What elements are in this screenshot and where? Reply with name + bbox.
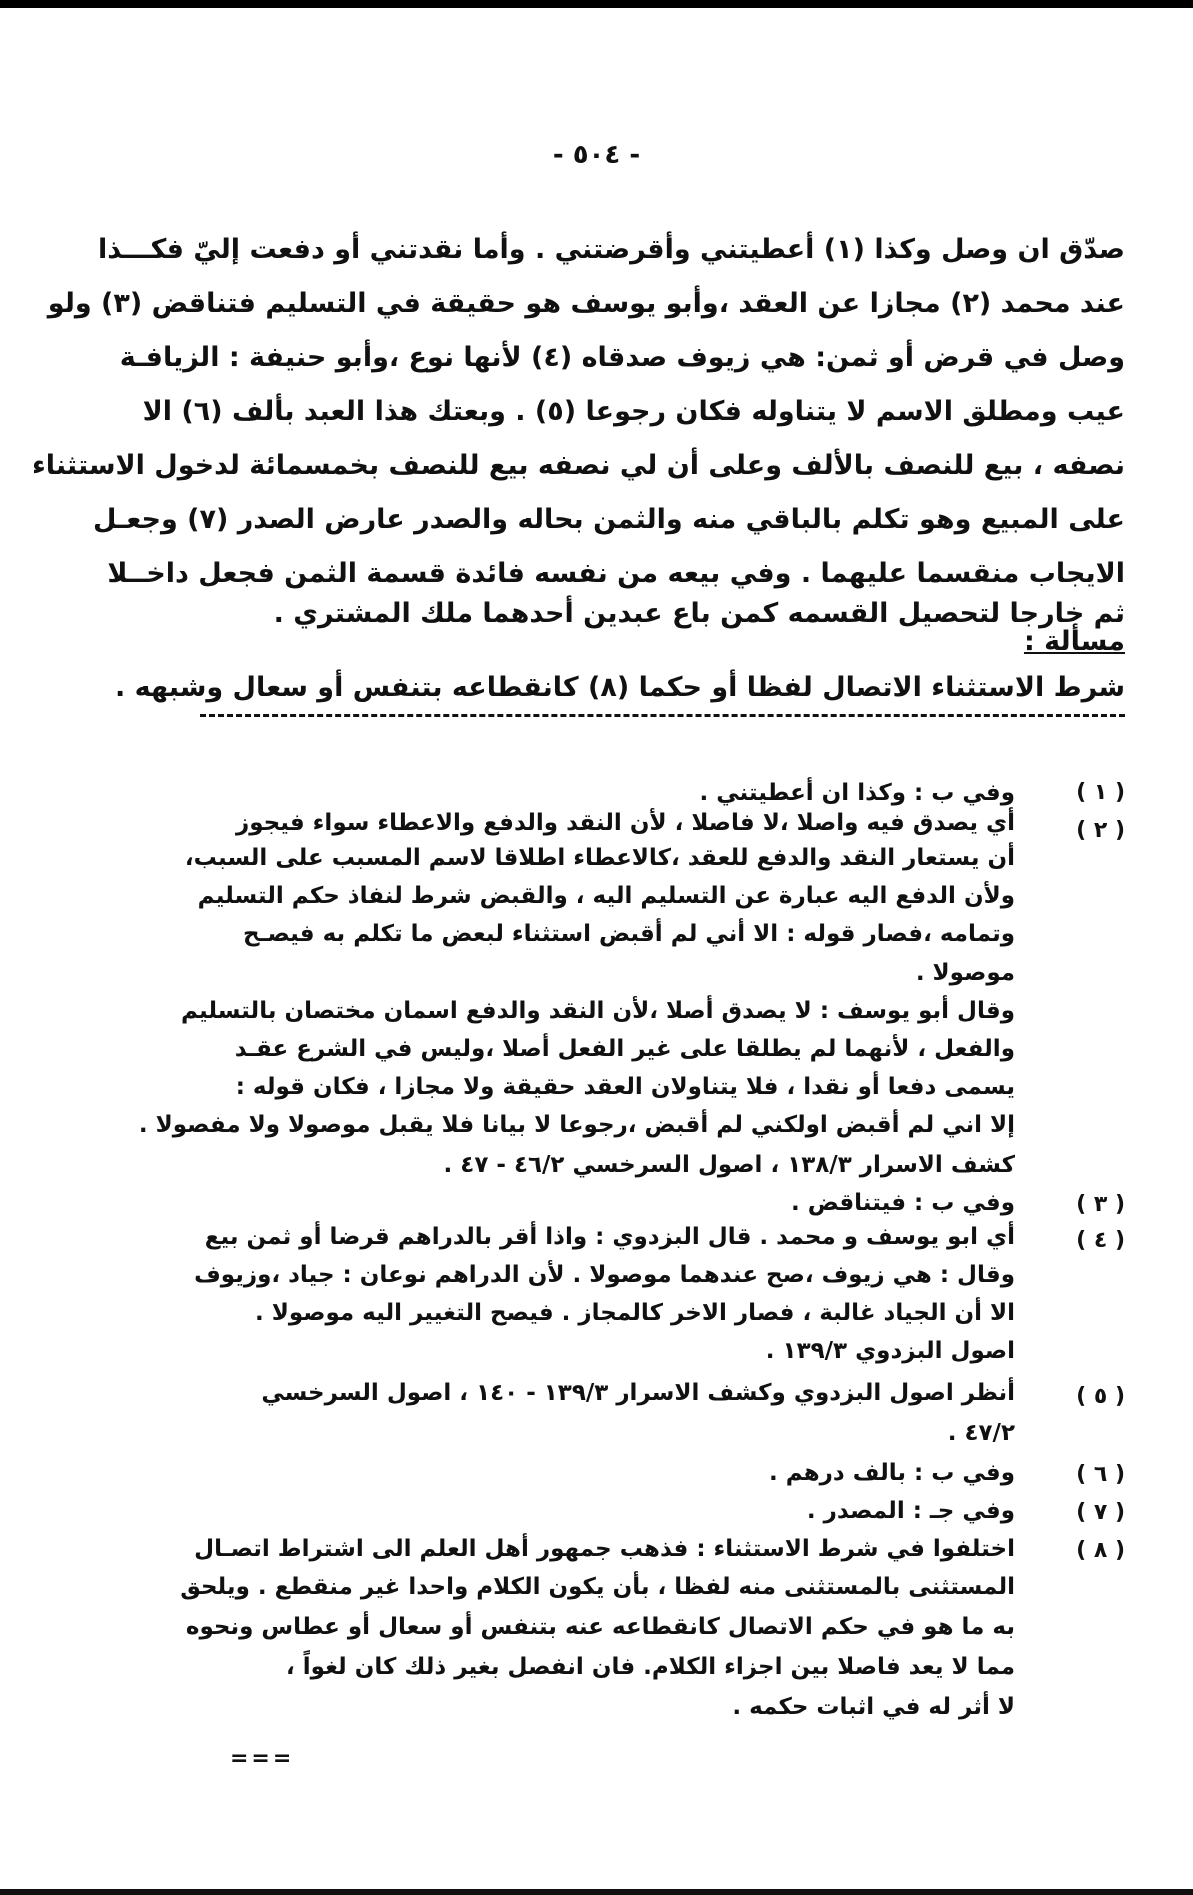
footnote-1-line-1: وفي ب : وكذا ان أعطيتني .: [699, 780, 1015, 806]
footnote-separator: [200, 714, 1125, 717]
footnote-5-line-2: ٤٧/٢ .: [947, 1420, 1015, 1446]
footnote-6-line-1: وفي ب : بالف درهم .: [768, 1460, 1015, 1486]
footnote-number-3: ( ٣ ): [1076, 1192, 1125, 1217]
end-mark: ===: [230, 1746, 295, 1771]
body-line-8: ثم خارجا لتحصيل القسمه كمن باع عبدين أحدهما ملك المشتري .: [273, 598, 1125, 629]
footnote-2-line-1: أي يصدق فيه واصلا ،لا فاصلا ، لأن النقد والدفع والاعطاء سواء فيجوز: [235, 810, 1015, 836]
page-number: - ٥٠٤ -: [552, 140, 641, 170]
footnote-8-line-1: اختلفوا في شرط الاستثناء : فذهب جمهور أهل العلم الى اشتراط اتصـال: [194, 1536, 1015, 1562]
footnote-4-line-4: اصول البزدوي ١٣٩/٣ .: [765, 1338, 1015, 1364]
body-line-6: على المبيع وهو تكلم بالباقي منه والثمن بحاله والصدر عارض الصدر (٧) وجعـل: [92, 504, 1125, 535]
footnote-number-5: ( ٥ ): [1076, 1384, 1125, 1409]
footnote-4-line-2: وقال : هي زيوف ،صح عندهما موصولا . لأن الدراهم نوعان : جياد ،وزيوف: [194, 1262, 1015, 1288]
footnote-8-line-3: به ما هو في حكم الاتصال كانقطاعه عنه بتنفس أو سعال أو عطاس ونحوه: [185, 1614, 1015, 1640]
body-line-3: وصل في قرض أو ثمن: هي زيوف صدقاه (٤) لأنها نوع ،وأبو حنيفة : الزيافـة: [119, 342, 1125, 373]
footnote-7-line-1: وفي جـ : المصدر .: [806, 1498, 1015, 1524]
rule-line: شرط الاستثناء الاتصال لفظا أو حكما (٨) كانقطاعه بتنفس أو سعال وشبهه .: [114, 672, 1125, 703]
footnote-2-line-9: إلا اني لم أقبض اولكني لم أقبض ،رجوعا لا بيانا فلا يقبل موصولا ولا مفصولا .: [138, 1112, 1015, 1138]
footnote-2-line-5: موصولا .: [915, 960, 1015, 986]
footnote-2-line-8: يسمى دفعا أو نقدا ، فلا يتناولان العقد حقيقة ولا مجازا ، فكان قوله :: [235, 1074, 1015, 1100]
section-heading: مسألة :: [1023, 626, 1125, 657]
top-border: [0, 0, 1193, 8]
footnote-number-8: ( ٨ ): [1076, 1538, 1125, 1563]
footnote-2-line-7: والفعل ، لأنهما لم يطلقا على غير الفعل أصلا ،وليس في الشرع عقـد: [234, 1036, 1015, 1062]
footnote-8-line-2: المستثنى بالمستثنى منه لفظا ، بأن يكون الكلام واحدا غير منقطع . ويلحق: [180, 1574, 1015, 1600]
footnote-2-line-2: أن يستعار النقد والدفع للعقد ،كالاعطاء اطلاقا لاسم المسبب على السبب،: [184, 845, 1015, 871]
body-line-2: عند محمد (٢) مجازا عن العقد ،وأبو يوسف هو حقيقة في التسليم فتناقض (٣) ولو: [47, 288, 1125, 319]
footnote-2-line-6: وقال أبو يوسف : لا يصدق أصلا ،لأن النقد والدفع اسمان مختصان بالتسليم: [180, 998, 1015, 1024]
footnote-number-4: ( ٤ ): [1076, 1228, 1125, 1253]
body-line-7: الايجاب منقسما عليهما . وفي بيعه من نفسه فائدة قسمة الثمن فجعل داخــلا: [107, 558, 1125, 589]
body-line-1: صدّق ان وصل وكذا (١) أعطيتني وأقرضتني . وأما نقدتني أو دفعت إليّ فكـــذا: [98, 234, 1125, 265]
footnote-5-line-1: أنظر اصول البزدوي وكشف الاسرار ١٣٩/٣ - ١٤٠ ، اصول السرخسي: [261, 1380, 1015, 1406]
footnote-number-1: ( ١ ): [1076, 780, 1125, 805]
footnote-2-line-10: كشف الاسرار ١٣٨/٣ ، اصول السرخسي ٤٦/٢ - ٤٧ .: [443, 1152, 1015, 1178]
footnote-number-6: ( ٦ ): [1076, 1462, 1125, 1487]
footnote-2-line-3: ولأن الدفع اليه عبارة عن التسليم اليه ، والقبض شرط لنفاذ حكم التسليم: [197, 883, 1015, 909]
footnote-8-line-4: مما لا يعد فاصلا بين اجزاء الكلام. فان انفصل بغير ذلك كان لغواً ،: [286, 1654, 1015, 1680]
body-line-4: عيب ومطلق الاسم لا يتناوله فكان رجوعا (٥) . وبعتك هذا العبد بألف (٦) الا: [142, 396, 1125, 427]
footnote-8-line-5: لا أثر له في اثبات حكمه .: [732, 1694, 1015, 1720]
footnote-3-line-1: وفي ب : فيتناقض .: [790, 1190, 1015, 1216]
bottom-border: [0, 1889, 1193, 1895]
footnote-4-line-3: الا أن الجياد غالبة ، فصار الاخر كالمجاز . فيصح التغيير اليه موصولا .: [254, 1300, 1015, 1326]
footnote-4-line-1: أي ابو يوسف و محمد . قال البزدوي : واذا أقر بالدراهم قرضا أو ثمن بيع: [204, 1224, 1015, 1250]
footnote-number-7: ( ٧ ): [1076, 1500, 1125, 1525]
footnote-number-2: ( ٢ ): [1076, 818, 1125, 843]
footnote-2-line-4: وتمامه ،فصار قوله : الا أني لم أقبض استثناء لبعض ما تكلم به فيصـح: [243, 921, 1015, 947]
body-line-5: نصفه ، بيع للنصف بالألف وعلى أن لي نصفه بيع للنصف بخمسمائة لدخول الاستثناء: [31, 450, 1125, 481]
